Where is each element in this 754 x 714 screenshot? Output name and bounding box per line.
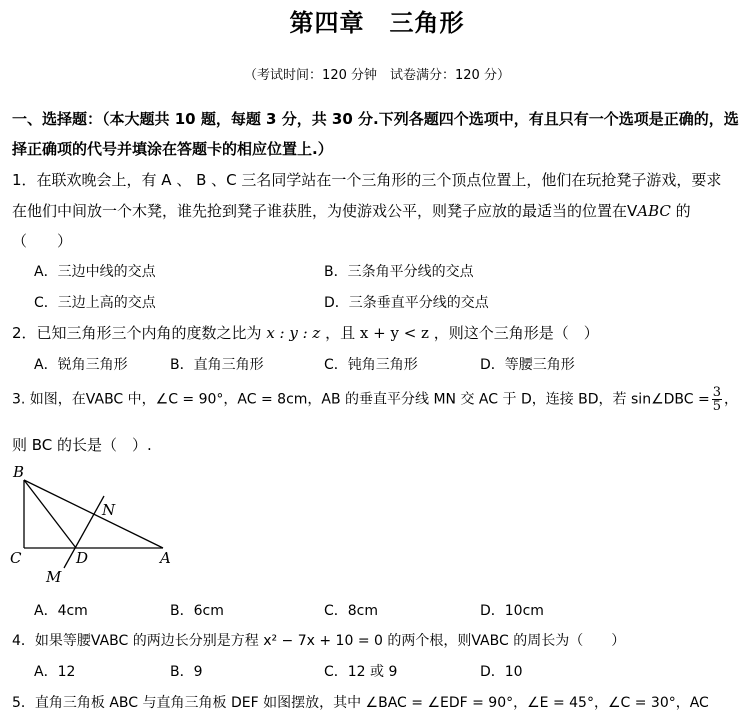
q4-stem: 4．如果等腰VABC 的两边长分别是方程 x² − 7x + 10 = 0 的两个根，则VABC 的周长为（ ） (12, 633, 626, 649)
q2-stem-c: ，则这个三角形是（ ） (433, 324, 599, 342)
label-n: N (102, 501, 116, 519)
q4-option-c[interactable]: C．12 或 9 (324, 664, 398, 680)
section-heading-line2: 择正确项的代号并填涂在答题卡的相应位置上.） (12, 140, 333, 158)
q3-stem-line2: 则 BC 的长是（ ）. (12, 436, 152, 454)
segment-bd (24, 480, 76, 548)
q3-option-b[interactable]: B．6cm (170, 603, 224, 619)
q4-option-a[interactable]: A．12 (34, 664, 76, 680)
label-d: D (76, 549, 89, 567)
q3-figure (0, 462, 190, 590)
label-b: B (13, 463, 25, 481)
q1-option-b[interactable]: B．三条角平分线的交点 (324, 264, 474, 280)
label-m: M (46, 568, 62, 586)
q2-option-a[interactable]: A．锐角三角形 (34, 357, 128, 373)
q2-stem-a: 2．已知三角形三个内角的度数之比为 (12, 324, 262, 342)
q3-fraction-numerator: 3 (712, 385, 721, 400)
q2-option-d[interactable]: D．等腰三角形 (480, 357, 575, 373)
q3-fraction-denominator: 5 (712, 399, 721, 414)
q1-stem-line2 (12, 200, 691, 221)
page-title: 第四章 三角形 (289, 9, 465, 37)
q1-option-a[interactable]: A．三边中线的交点 (34, 264, 156, 280)
q2-option-b[interactable]: B．直角三角形 (170, 357, 264, 373)
q4-option-b[interactable]: B．9 (170, 664, 203, 680)
q3-stem-line1 (12, 386, 738, 413)
q4-option-d[interactable]: D．10 (480, 664, 523, 680)
q3-stem-end: ， (724, 391, 738, 408)
q1-answer-bracket: （ ） (12, 232, 73, 250)
q2-option-c[interactable]: C．钝角三角形 (324, 357, 418, 373)
q2-ratio: x : y : z (261, 324, 326, 342)
q1-option-d[interactable]: D．三条垂直平分线的交点 (324, 295, 489, 311)
section-heading-line1: 一、选择题：（本大题共 10 题，每题 3 分，共 30 分.下列各题四个选项中，有且只有一个选项是正确的，选 (12, 110, 739, 128)
q3-fraction (712, 386, 722, 413)
q3-option-a[interactable]: A．4cm (34, 603, 88, 619)
q1-stem-line2-text: 在他们中间放一个木凳，谁先抢到凳子谁获胜，为使游戏公平，则凳子应放的最适当的位置在V (12, 202, 638, 220)
exam-info: （考试时间：120 分钟 试卷满分：120 分） (244, 68, 510, 83)
q1-stem-line1: 1．在联欢晚会上，有 A 、 B 、C 三名同学站在一个三角形的三个顶点位置上，他们在玩抢凳子游戏，要求 (12, 171, 722, 189)
label-a: A (160, 549, 171, 567)
label-c: C (10, 549, 22, 567)
q1-stem-line2-end: 的 (670, 202, 691, 220)
q5-stem: 5．直角三角板 ABC 与直角三角板 DEF 如图摆放，其中 ∠BAC = ∠EDF = 90°，∠E = 45°，∠C = 30°，AC (12, 695, 709, 711)
q2-condition: x + y < z (355, 324, 434, 342)
q1-triangle-label: ABC (637, 202, 671, 220)
q2-stem-b: ，且 (325, 324, 356, 342)
q3-option-d[interactable]: D．10cm (480, 603, 544, 619)
q1-option-c[interactable]: C．三边上高的交点 (34, 295, 156, 311)
q3-option-c[interactable]: C．8cm (324, 603, 379, 619)
q2-stem (12, 322, 599, 343)
q3-stem-text: 3. 如图，在VABC 中，∠C = 90°，AC = 8cm，AB 的垂直平分线 MN 交 AC 于 D，连接 BD，若 sin∠DBC = (12, 391, 710, 408)
